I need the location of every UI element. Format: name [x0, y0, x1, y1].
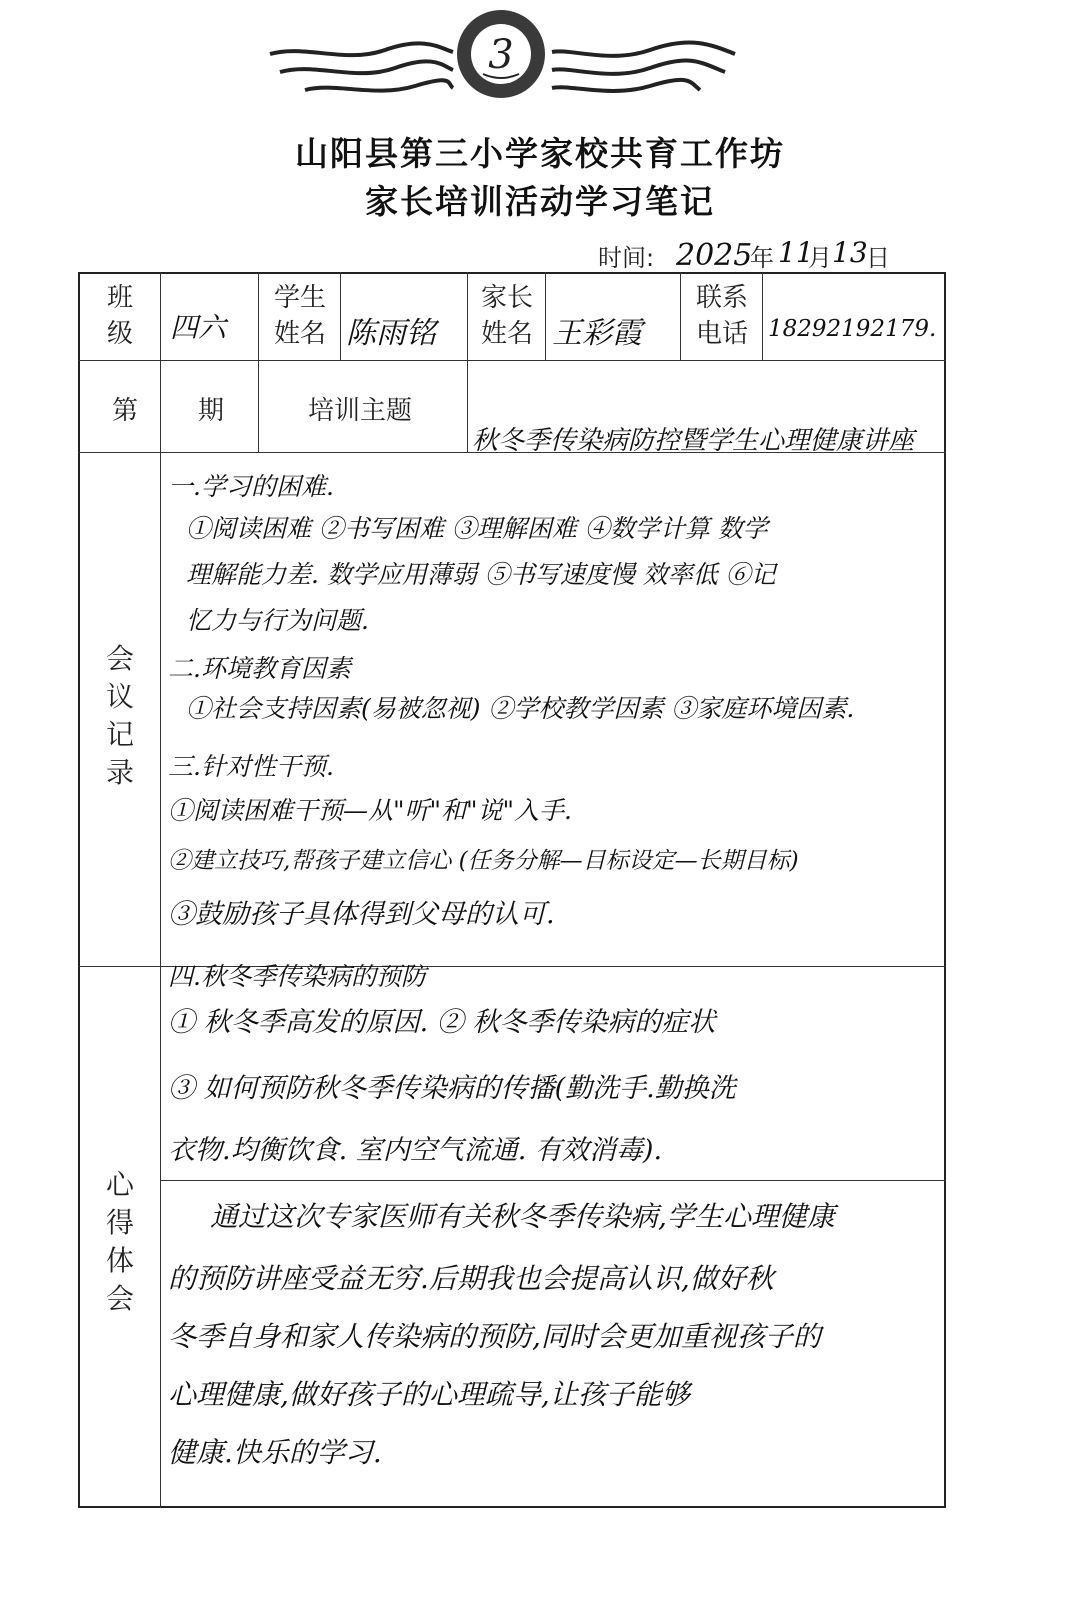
reflection-line: 通过这次专家医师有关秋冬季传染病,学生心理健康: [210, 1200, 835, 1233]
reflection-line: 心理健康,做好孩子的心理疏导,让孩子能够: [168, 1378, 690, 1411]
date-year: 2025: [676, 238, 753, 273]
class-label: 班 级: [106, 283, 133, 349]
class-value: 四六: [170, 311, 227, 344]
reflection-line: 的预防讲座受益无穷.后期我也会提高认识,做好秋: [168, 1262, 774, 1295]
reflection-line: 健康.快乐的学习.: [168, 1436, 382, 1469]
note-line: 二.环境教育因素: [168, 654, 351, 683]
meeting-record-label: 会 议 记 录: [105, 642, 134, 789]
note-line: ②建立技巧,帮孩子建立信心 (任务分解—目标设定—长期目标): [168, 848, 799, 874]
note-line: 理解能力差. 数学应用薄弱 ⑤书写速度慢 效率低 ⑥记: [186, 560, 776, 589]
phone-label: 联系 电话: [695, 283, 748, 349]
note-line: ① 秋冬季高发的原因. ② 秋冬季传染病的症状: [168, 1007, 716, 1038]
period-label-1: 第: [112, 396, 139, 426]
column-divider: [258, 272, 259, 452]
topic-value: 秋冬季传染病防控暨学生心理健康讲座: [472, 426, 915, 456]
month-unit: 月: [808, 244, 832, 272]
school-logo: [455, 8, 547, 100]
reflection-label: 心 得 体 会: [105, 1168, 134, 1315]
section-divider: [160, 1180, 946, 1181]
parent-name-label: 家长 姓名: [480, 283, 533, 349]
page-title: 山阳县第三小学家校共育工作坊: [295, 134, 785, 173]
note-line: 一.学习的困难.: [168, 472, 334, 501]
note-line: ①社会支持因素(易被忽视) ②学校教学因素 ③家庭环境因素.: [186, 694, 855, 723]
date-day: 13: [832, 236, 868, 269]
note-line: ①阅读困难干预—从"听"和"说"入手.: [168, 796, 572, 825]
column-divider: [340, 272, 341, 360]
row-divider: [78, 360, 946, 361]
topic-label: 培训主题: [308, 396, 413, 426]
note-line: ①阅读困难 ②书写困难 ③理解困难 ④数学计算 数学: [186, 514, 768, 543]
date-month: 11: [778, 236, 814, 269]
period-label-2: 期: [198, 396, 225, 426]
right-wave-decoration: [550, 40, 740, 100]
year-unit: 年: [750, 244, 774, 272]
date-label: 时间:: [598, 244, 655, 272]
day-unit: 日: [866, 244, 890, 272]
note-line: 四.秋冬季传染病的预防: [168, 962, 426, 991]
note-line: ③鼓励孩子具体得到父母的认可.: [168, 899, 555, 930]
column-divider: [160, 272, 161, 1508]
note-line: 衣物.均衡饮食. 室内空气流通. 有效消毒).: [168, 1135, 663, 1166]
column-divider: [680, 272, 681, 360]
note-line: 忆力与行为问题.: [186, 606, 369, 635]
svg-text:3: 3: [488, 32, 514, 78]
student-name-label: 学生 姓名: [273, 283, 326, 349]
page-subtitle: 家长培训活动学习笔记: [365, 182, 715, 221]
parent-name-value: 王彩霞: [552, 316, 642, 351]
note-line: ③ 如何预防秋冬季传染病的传播(勤洗手.勤换洗: [168, 1073, 736, 1104]
column-divider: [762, 272, 763, 360]
phone-value: 18292192179.: [768, 316, 937, 342]
left-wave-decoration: [265, 40, 455, 100]
student-name-value: 陈雨铭: [346, 316, 436, 351]
reflection-line: 冬季自身和家人传染病的预防,同时会更加重视孩子的: [168, 1320, 821, 1353]
note-line: 三.针对性干预.: [168, 752, 334, 781]
